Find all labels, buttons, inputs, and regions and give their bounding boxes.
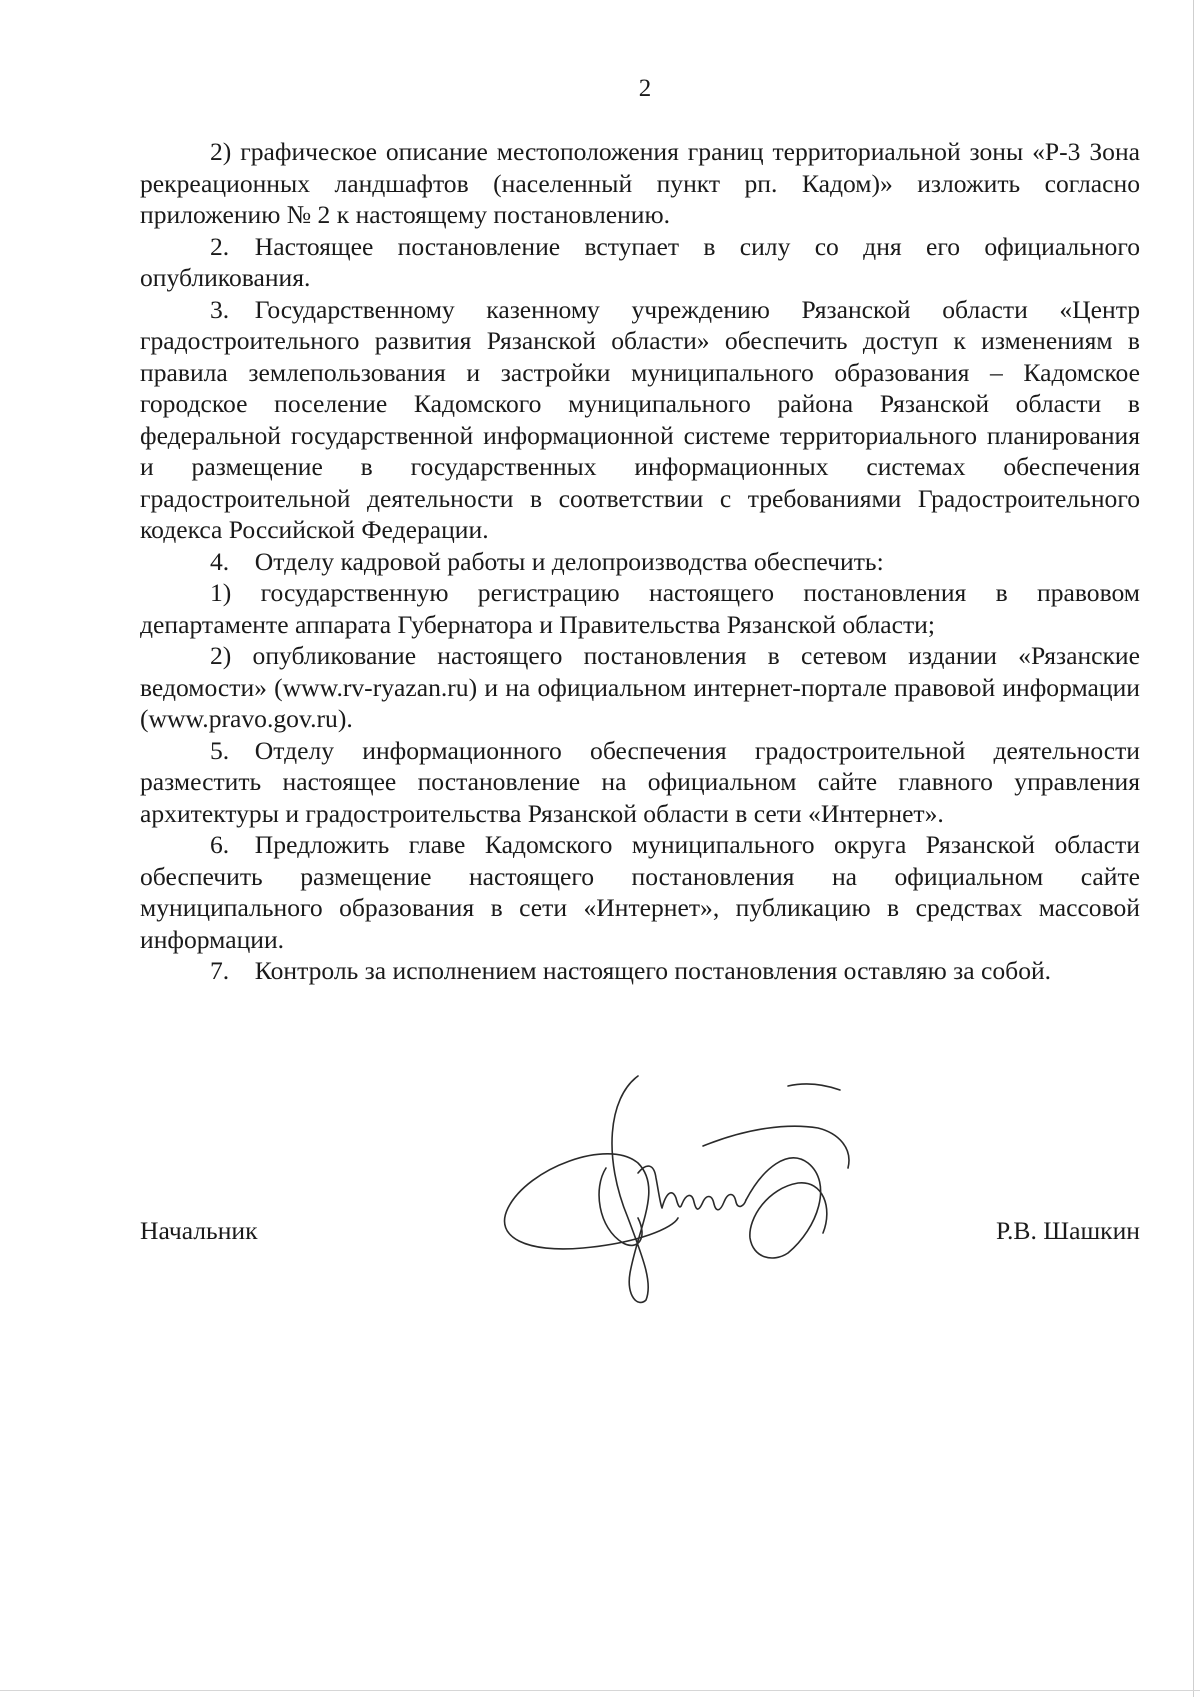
signature-block: [140, 1214, 1140, 1248]
signatory-name: Р.В. Шашкин: [995, 1216, 1140, 1245]
paragraph-4-hr-department: 4. Отделу кадровой работы и делопроизводства обеспечить:: [210, 546, 884, 576]
scan-edge-bottom: [0, 1690, 1200, 1691]
paragraph-5-website-posting: 5. Отделу информационного обеспечения градостроительной деятельности разместить настоящее постановление на официальном сайте главного управления архитектуры и градостроительства Рязанской области в сети «Интернет».: [140, 735, 1140, 828]
handwritten-signature: [488, 1068, 888, 1308]
paragraph-3-access-provision: 3. Государственному казенному учреждению Рязанской области «Центр градостроительного развития Рязанской области» обеспечить доступ к изменениям в правила землепользования и застройки муниципального образования – Кадомское городское поселение Кадомского муниципального района Рязанской области в федеральной государственной информационной системе территориального планирования и размещение в государственных информационных системах обеспечения градостроительной деятельности в соответствии с требованиями Градостроительного кодекса Российской Федерации.: [140, 294, 1140, 544]
paragraph-4-1-registration: 1) государственную регистрацию настоящего постановления в правовом департаменте аппарата Губернатора и Правительства Рязанской области;: [140, 578, 1140, 639]
paragraph-1-2-graphic-description: 2) графическое описание местоположения границ территориальной зоны «Р-3 Зона рекреационных ландшафтов (населенный пункт рп. Кадом)» изложить согласно приложению № 2 к настоящему постановлению.: [140, 137, 1140, 229]
paragraph-4-2-publication: 2) опубликование настоящего постановления в сетевом издании «Рязанские ведомости» (www.rv-ryazan.ru) и на официальном интернет-портале правовой информации (www.pravo.gov.ru).: [140, 641, 1140, 733]
paragraph-2-effective-date: 2. Настоящее постановление вступает в силу со дня его официального опубликования.: [140, 231, 1140, 292]
paragraph-7-control: 7. Контроль за исполнением настоящего постановления оставляю за собой.: [210, 956, 1052, 985]
scan-edge-right: [1193, 0, 1194, 1697]
document-body: [140, 136, 1140, 987]
page-number: 2: [638, 75, 652, 102]
signatory-title: Начальник: [140, 1216, 258, 1245]
paragraph-6-municipal-posting: 6. Предложить главе Кадомского муниципального округа Рязанской области обеспечить размещение настоящего постановления на официальном сайте муниципального образования в сети «Интернет», публикацию в средствах массовой информации.: [140, 830, 1140, 954]
